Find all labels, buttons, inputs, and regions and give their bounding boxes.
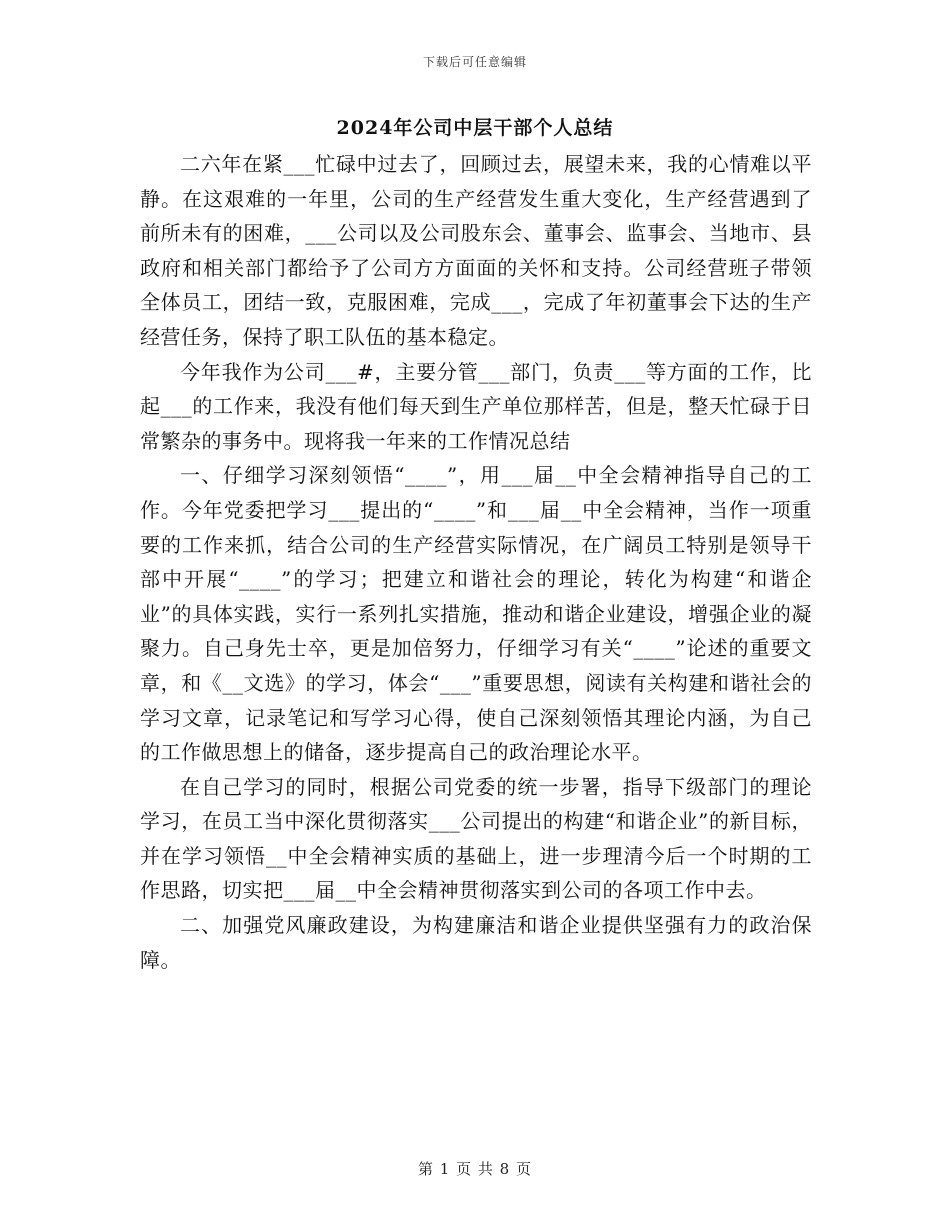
paragraph-4: 在自己学习的同时，根据公司党委的统一步署，指导下级部门的理论学习，在员工当中深化贯彻落实___公司提出的构建“和谐企业”的新目标，并在学习领悟__中全会精神实质的基础上，进一步理清今后一个时期的工作思路，切实把___届__中全会精神贯彻落实到公司的各项工作中去。 (140, 774, 812, 903)
document-title: 2024年公司中层干部个人总结 (336, 117, 614, 139)
paragraph-5: 二、加强党风廉政建设，为构建廉洁和谐企业提供坚强有力的政治保障。 (140, 913, 812, 972)
paragraph-1: 二六年在紧___忙碌中过去了，回顾过去，展望未来，我的心情难以平静。在这艰难的一年里，公司的生产经营发生重大变化，生产经营遇到了前所未有的困难，___公司以及公司股东会、董事会、监事会、当地市、县政府和相关部门都给予了公司方方面面的关怀和支持。公司经营班子带领全体员工，团结一致，克服困难，完成___，完成了年初董事会下达的生产经营任务，保持了职工队伍的基本稳定。 (140, 152, 812, 349)
paragraph-2: 今年我作为公司___#，主要分管___部门，负责___等方面的工作，比起___的工作来，我没有他们每天到生产单位那样苦，但是，整天忙碌于日常繁杂的事务中。现将我一年来的工作情况总结 (140, 359, 812, 453)
header-note: 下载后可任意编辑 (422, 55, 527, 69)
document-body (140, 147, 812, 977)
page-number-footer: 第 1 页 共 8 页 (418, 1160, 532, 1178)
paragraph-3: 一、仔细学习深刻领悟“____”，用___届__中全会精神指导自己的工作。今年党委把学习___提出的“____”和___届__中全会精神，当作一项重要的工作来抓，结合公司的生产经营实际情况，在广阔员工特别是领导干部中开展“____”的学习；把建立和谐社会的理论，转化为构建“和谐企业”的具体实践，实行一系列扎实措施，推动和谐企业建设，增强企业的凝聚力。自己身先士卒，更是加倍努力，仔细学习有关“____”论述的重要文章，和《__文选》的学习，体会“___”重要思想，阅读有关构建和谐社会的学习文章，记录笔记和写学习心得，使自己深刻领悟其理论内涵，为自己的工作做思想上的储备，逐步提高自己的政治理论水平。 (140, 463, 812, 765)
